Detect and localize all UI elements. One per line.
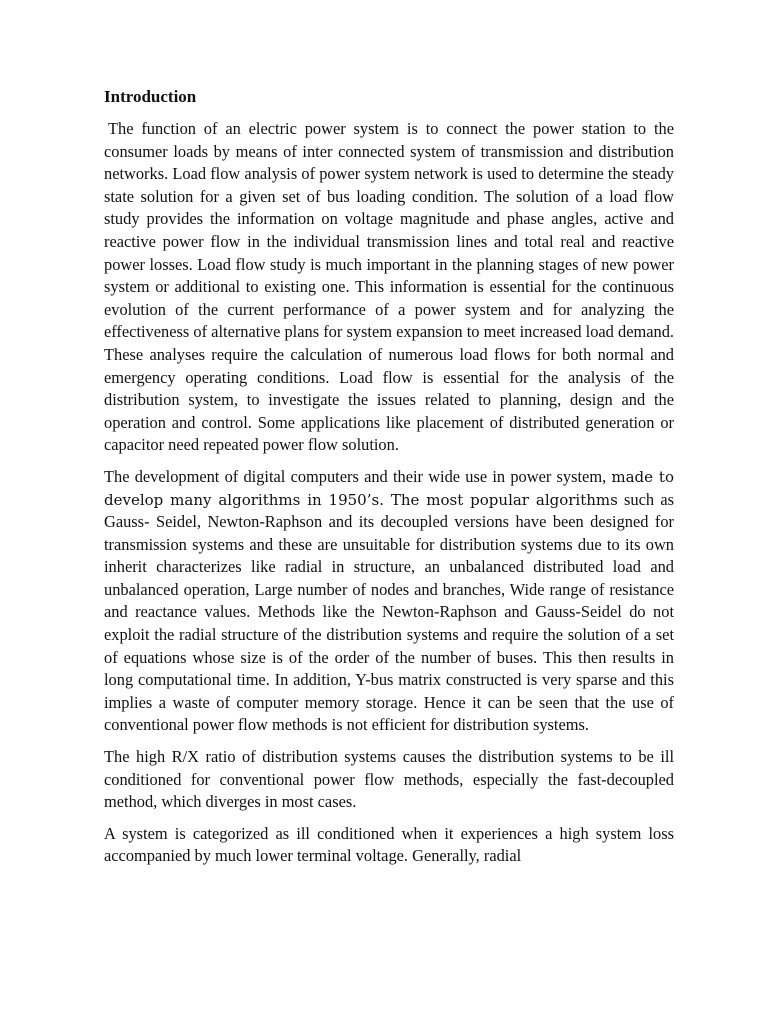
paragraph-2-part-3: such as Gauss- Seidel, Newton-Raphson and its decoupled versions have been designed for transmission systems and these are unsuitable for distribution systems due to its own inherit characterizes like radial in structure, an unbalanced distributed load and unbalanced operation, Large number of nodes and branches, Wide range of resistance and reactance values. Methods like the Newton-Raphson and Gauss-Seidel do not exploit the radial structure of the distribution systems and require the solution of a set of equations whose size is of the order of the number of buses. This then results in long computational time. In addition, Y-bus matrix constructed is very sparse and this implies a waste of computer memory storage. Hence it can be seen that the use of conventional power flow methods is not efficient for distribution systems. (104, 489, 674, 735)
paragraph-3: The high R/X ratio of distribution systems causes the distribution systems to be ill conditioned for conventional power flow methods, especially the fast-decoupled method, which diverges in most cases. (104, 747, 674, 812)
paragraph-2-part-1: The development of digital computers and their wide use in power system, (104, 466, 612, 486)
paragraph-2-part-2: made to develop many algorithms in 1950’s. The most popular algorithms (104, 467, 674, 509)
section-heading: Introduction (104, 87, 197, 106)
document-page (104, 86, 674, 877)
paragraph-4: A system is categorized as ill conditioned when it experiences a high system loss accompanied by much lower terminal voltage. Generally, radial (104, 823, 674, 866)
paragraph-2 (104, 466, 674, 737)
paragraph-1: The function of an electric power system is to connect the power station to the consumer loads by means of inter connected system of transmission and distribution networks. Load flow analysis of power system network is used to determine the steady state solution for a given set of bus loading condition. The solution of a load flow study provides the information on voltage magnitude and phase angles, active and reactive power flow in the individual transmission lines and total real and reactive power losses. Load flow study is much important in the planning stages of new power system or additional to existing one. This information is essential for the continuous evolution of the current performance of a power system and for analyzing the effectiveness of alternative plans for system expansion to meet increased load demand. These analyses require the calculation of numerous load flows for both normal and emergency operating conditions. Load flow is essential for the analysis of the distribution system, to investigate the issues related to planning, design and the operation and control. Some applications like placement of distributed generation or capacitor need repeated power flow solution. (104, 119, 674, 455)
